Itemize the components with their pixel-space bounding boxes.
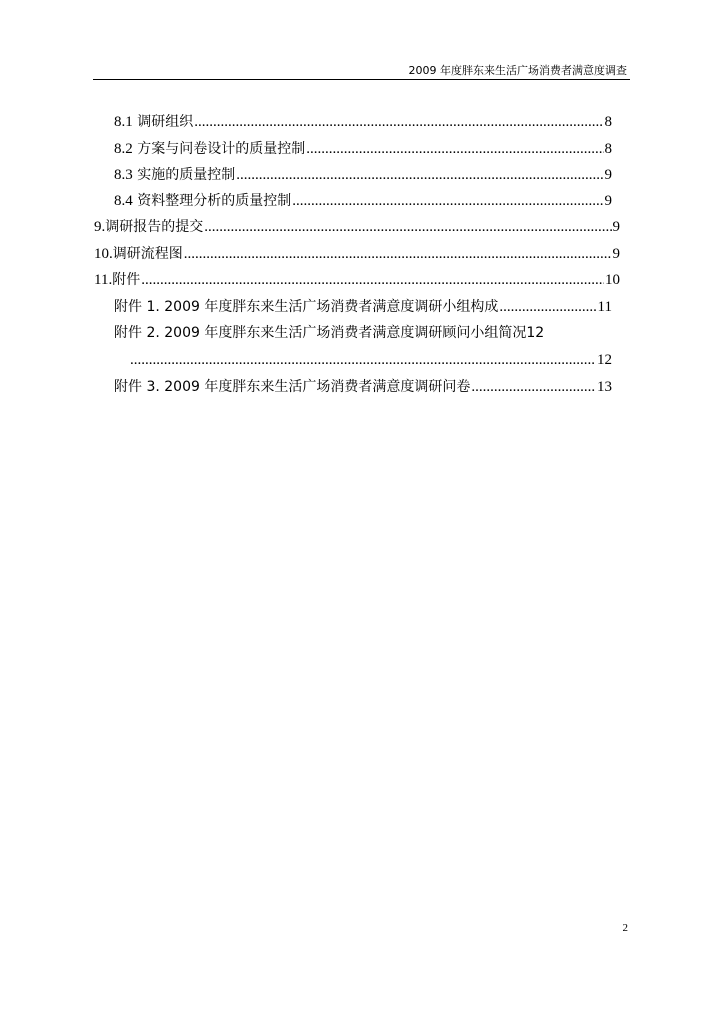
toc-entry-number: 8.3 <box>114 167 133 183</box>
page-number: 2 <box>622 922 628 934</box>
toc-entry-title: 调研组织 <box>132 114 194 130</box>
dot-leader <box>130 350 596 370</box>
toc-entry-8-4[interactable] <box>114 191 612 211</box>
dot-leader <box>236 165 603 185</box>
toc-entry-title: 实施的质量控制 <box>132 167 236 183</box>
toc-entry-page: 8 <box>604 114 612 130</box>
toc-entry-number: 9. <box>94 219 106 235</box>
toc-entry-title: 方案与问卷设计的质量控制 <box>132 141 306 157</box>
toc-entry-appendix-2[interactable] <box>114 323 624 343</box>
dot-leader <box>141 270 604 290</box>
toc-entry-number: 10. <box>94 246 113 262</box>
toc-entry-11[interactable] <box>94 270 620 290</box>
toc-entry-title: 附件 3. 2009 年度胖东来生活广场消费者满意度调研问卷 <box>114 379 471 395</box>
toc-entry-appendix-1[interactable] <box>114 297 612 317</box>
toc-entry-8-3[interactable] <box>114 165 612 185</box>
toc-entry-page: 8 <box>604 141 612 157</box>
toc-entry-title: 附件 <box>112 272 141 288</box>
toc-entry-appendix-3[interactable] <box>114 377 612 397</box>
dot-leader <box>184 244 612 264</box>
toc-entry-appendix-2-continuation[interactable] <box>130 350 612 370</box>
toc-entry-9[interactable] <box>94 217 620 237</box>
dot-leader <box>194 112 603 132</box>
toc-entry-title: 附件 1. 2009 年度胖东来生活广场消费者满意度调研小组构成 <box>114 299 499 315</box>
dot-leader <box>499 297 596 317</box>
toc-entry-page: 9 <box>612 246 620 262</box>
dot-leader <box>204 217 611 237</box>
dot-leader <box>292 191 603 211</box>
toc-entry-page: 10 <box>605 272 620 288</box>
toc-entry-8-1[interactable] <box>114 112 612 132</box>
toc-entry-10[interactable] <box>94 244 620 264</box>
toc-entry-8-2[interactable] <box>114 139 612 159</box>
dot-leader <box>471 377 596 397</box>
toc-entry-title: 调研流程图 <box>112 246 183 262</box>
toc-entry-title: 附件 2. 2009 年度胖东来生活广场消费者满意度调研顾问小组简况12 <box>114 325 545 341</box>
toc-entry-title: 资料整理分析的质量控制 <box>132 193 292 209</box>
toc-entry-page: 12 <box>597 352 612 368</box>
toc-entry-number: 8.4 <box>114 193 133 209</box>
running-header: 2009 年度胖东来生活广场消费者满意度调查 <box>408 64 627 77</box>
dot-leader <box>306 139 603 159</box>
toc-entry-page: 11 <box>597 299 612 315</box>
toc-entry-page: 9 <box>604 167 612 183</box>
toc-entry-number: 8.1 <box>114 114 133 130</box>
toc-entry-page: 9 <box>604 193 612 209</box>
toc-entry-number: 8.2 <box>114 141 133 157</box>
toc-entry-page: 13 <box>597 379 612 395</box>
header-rule <box>93 79 630 80</box>
toc-entry-page: 9 <box>612 219 620 235</box>
toc-entry-title: 调研报告的提交 <box>105 219 204 235</box>
toc-entry-number: 11. <box>94 272 113 288</box>
